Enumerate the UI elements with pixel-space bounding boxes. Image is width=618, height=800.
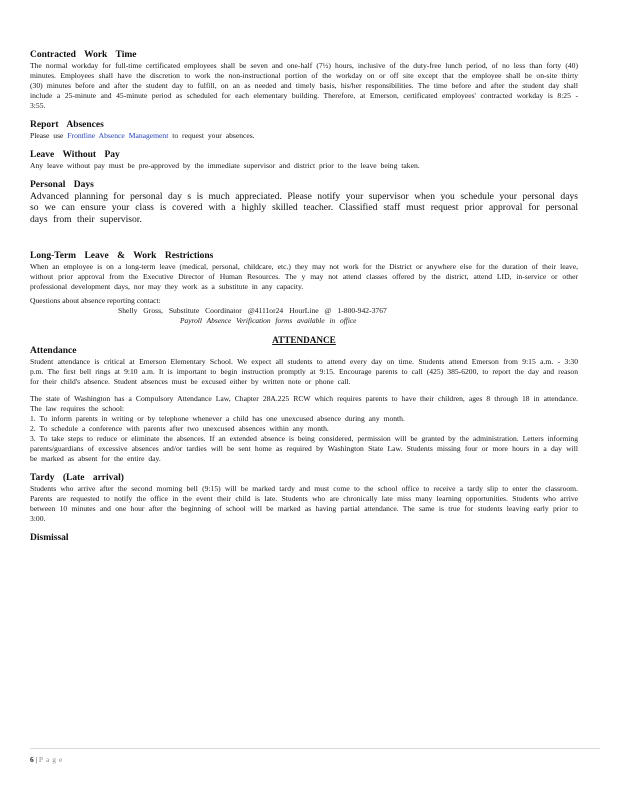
list-item: 2. To schedule a conference with parents after two unexcused absences within any month.: [30, 424, 329, 434]
paragraph-personal-days: Advanced planning for personal day s is much appreciated. Please notify your supervisor when you schedule your personal days so we can ensure your class is covered with a highly skilled teacher. Classified staff must request prior approval for personal days from their supervisor.: [30, 191, 578, 225]
questions-label: Questions about absence reporting contact:: [30, 296, 161, 306]
paragraph-contracted-work-time: The normal workday for full-time certificated employees shall be seven and one-half (7½) hours, inclusive of the duty-free lunch period, of no less than forty (40) minutes. Employees shall have the discretion to work the non-instructional portion of the workday on or off site except that the employee shall be on-site thirty (30) minutes before and after the student day to fulfill, on an as needed and timely basis, his/her responsibilities. The time before and after the student day shall include a 25-minute and 45-minute period as scheduled for each elementary building. Therefore, at Emerson, certificated employees' contracted workday is 8:25 - 3:55.: [30, 61, 578, 110]
heading-long-term-leave: Long-Term Leave & Work Restrictions: [30, 251, 214, 262]
heading-personal-days: Personal Days: [30, 180, 94, 190]
page-footer: [30, 748, 600, 764]
heading-leave-without-pay: Leave Without Pay: [30, 150, 120, 160]
footer-separator: |: [35, 755, 38, 764]
heading-report-absences: Report Absences: [30, 120, 104, 130]
contact-line: Shelly Gross, Substitute Coordinator @4111or24 HourLine @ 1-800-942-3767: [118, 306, 387, 316]
frontline-absence-link[interactable]: Frontline Absence Management: [67, 131, 169, 140]
heading-dismissal: Dismissal: [30, 533, 69, 544]
paragraph-long-term-leave: When an employee is on a long-term leave (medical, personal, childcare, etc.) they may not work for the District or anywhere else for the duration of their leave, without prior approval from the Executive Director of Human Resources. The y may not attend classes offered by the district, attend LID, in-service or other professional development days, nor may they work as a substitute in any capacity.: [30, 262, 578, 292]
heading-attendance: Attendance: [30, 346, 77, 357]
section-leave-without-pay: [30, 150, 578, 171]
section-personal-days: [30, 180, 578, 225]
attendance-title: ATTENDANCE: [272, 335, 336, 346]
section-dismissal: [30, 533, 578, 544]
section-contracted-work-time: [30, 50, 578, 111]
paragraph-attendance: Student attendance is critical at Emerson Elementary School. We expect all students to attend every day on time. Students attend Emerson from 9:15 a.m. - 3:30 p.m. The first bell rings at 9:10 a.m. It is important to begin instruction promptly at 9:15. Encourage parents to call (425) 385-6200, to report the day and reason for their child's absence. Student absences must be excused either by written note or phone call.: [30, 357, 578, 387]
paragraph-tardy: Students who arrive after the second morning bell (9:15) will be marked tardy and must come to the school office to receive a tardy slip to enter the classroom. Parents are requested to notify the office in the event their child is late. Students who are chronically late miss many learning opportunities. Students who arrive between 10 minutes and one hour after the beginning of school will be marked as having partial attendance. The same is true for students leaving early prior to 3:00.: [30, 484, 578, 524]
page-number: 6: [30, 755, 34, 764]
section-report-absences: [30, 120, 578, 141]
heading-contracted-work-time: Contracted Work Time: [30, 50, 137, 60]
section-tardy: [30, 473, 578, 524]
section-long-term-leave: [30, 251, 578, 326]
heading-tardy: Tardy (Late arrival): [30, 473, 124, 484]
report-absences-post: to request your absences.: [172, 131, 255, 140]
list-item: 3. To take steps to reduce or eliminate the absences. If an extended absence is being considered, permission will be granted by the administration. Letters informing parents/guardians of excessive absences and/or tardies will be sent home as required by Washington State Law. Students missing four or more hours in a day will be marked as absent for the entire day.: [30, 434, 578, 464]
page-label: Page: [38, 755, 66, 764]
document-body: [30, 50, 578, 553]
paragraph-report-absences: [30, 131, 578, 141]
section-attendance: [30, 346, 578, 464]
payroll-note: Payroll Absence Verification forms available in office: [180, 316, 357, 326]
list-item: 1. To inform parents in writing or by telephone whenever a child has one unexcused absence during any month.: [30, 414, 405, 424]
paragraph-compulsory-law: The state of Washington has a Compulsory Attendance Law, Chapter 28A.225 RCW which requires parents to have their children, ages 8 through 18 in attendance. The law requires the school:: [30, 394, 578, 414]
report-absences-pre: Please use: [30, 131, 64, 140]
paragraph-leave-without-pay: Any leave without pay must be pre-approved by the immediate supervisor and district prior to the leave being taken.: [30, 161, 420, 170]
